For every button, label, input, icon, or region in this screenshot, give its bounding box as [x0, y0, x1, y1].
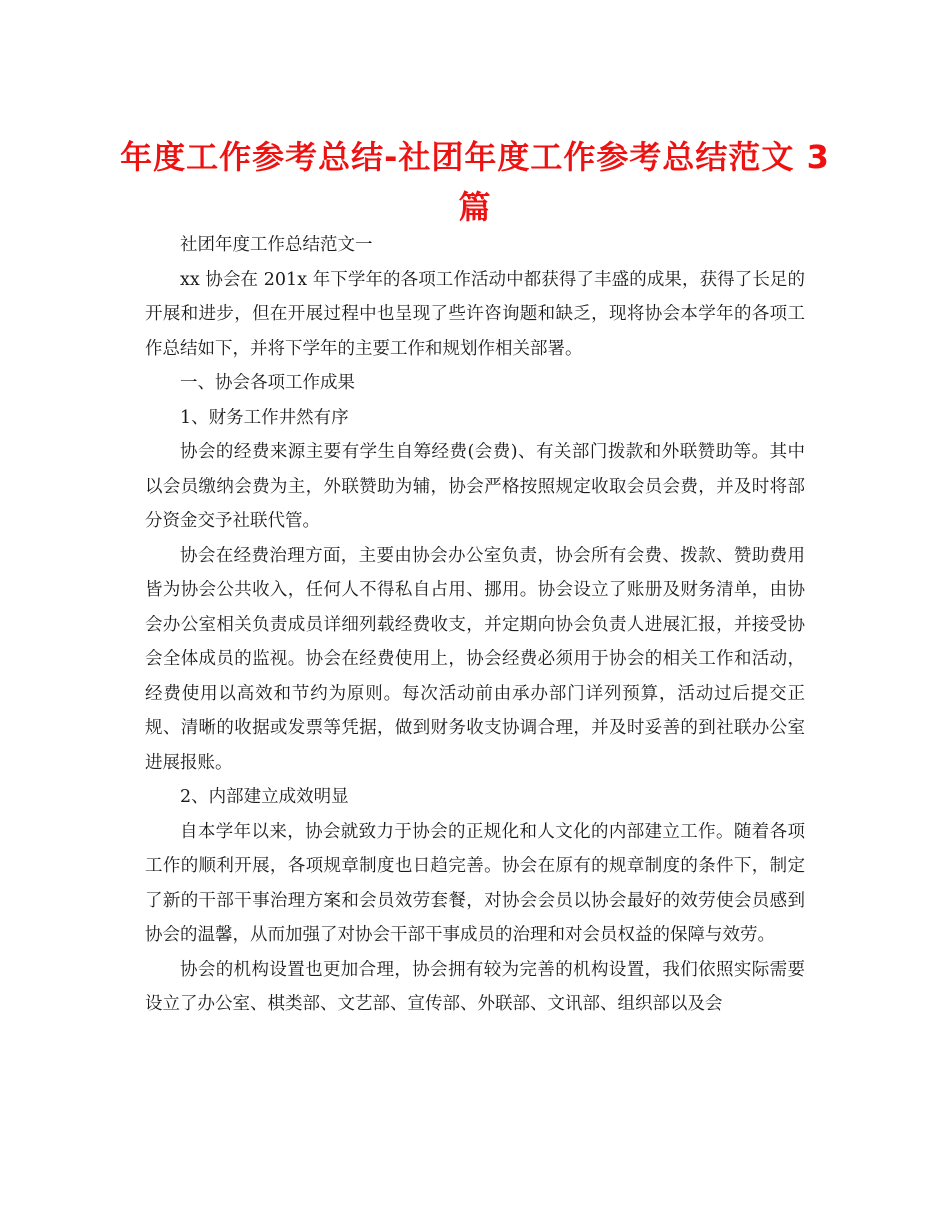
document-body: [145, 228, 805, 1022]
subsection-heading: 1、财务工作井然有序: [180, 407, 349, 428]
section-heading: 一、协会各项工作成果: [180, 373, 355, 393]
body-paragraph: 协会的机构设置也更加合理，协会拥有较为完善的机构设置，我们依照实际需要设立了办公室、棋类部、文艺部、宣传部、外联部、文讯部、组织部以及会: [145, 959, 805, 1014]
document-title: 年度工作参考总结-社团年度工作参考总结范文 3 篇: [120, 138, 830, 226]
body-paragraph: 协会的经费来源主要有学生自筹经费(会费)、有关部门拨款和外联赞助等。其中以会员缴纳会费为主，外联赞助为辅，协会严格按照规定收取会员会费，并及时将部分资金交予社联代管。: [145, 442, 805, 531]
subsection-heading: 2、内部建立成效明显: [180, 787, 349, 807]
body-paragraph: 协会在经费治理方面，主要由协会办公室负责，协会所有会费、拨款、赞助费用皆为协会公共收入，任何人不得私自占用、挪用。协会设立了账册及财务清单，由协会办公室相关负责成员详细列载经费收支，并定期向协会负责人进展汇报，并接受协会全体成员的监视。协会在经费使用上，协会经费必须用于协会的相关工作和活动，经费使用以高效和节约为原则。每次活动前由承办部门详列预算，活动过后提交正规、清晰的收据或发票等凭据，做到财务收支协调合理，并及时妥善的到社联办公室进展报账。: [145, 545, 805, 773]
section-heading: 社团年度工作总结范文一: [180, 235, 373, 255]
body-paragraph: xx 协会在 201x 年下学年的各项工作活动中都获得了丰盛的成果，获得了长足的开展和进步，但在开展过程中也呈现了些许咨询题和缺乏，现将协会本学年的各项工作总结如下，并将下学年的主要工作和规划作相关部署。: [145, 269, 805, 359]
body-paragraph: 自本学年以来，协会就致力于协会的正规化和人文化的内部建立工作。随着各项工作的顺利开展，各项规章制度也日趋完善。协会在原有的规章制度的条件下，制定了新的干部干事治理方案和会员效劳套餐，对协会会员以协会最好的效劳使会员感到协会的温馨，从而加强了对协会干部干事成员的治理和对会员权益的保障与效劳。: [145, 821, 805, 945]
